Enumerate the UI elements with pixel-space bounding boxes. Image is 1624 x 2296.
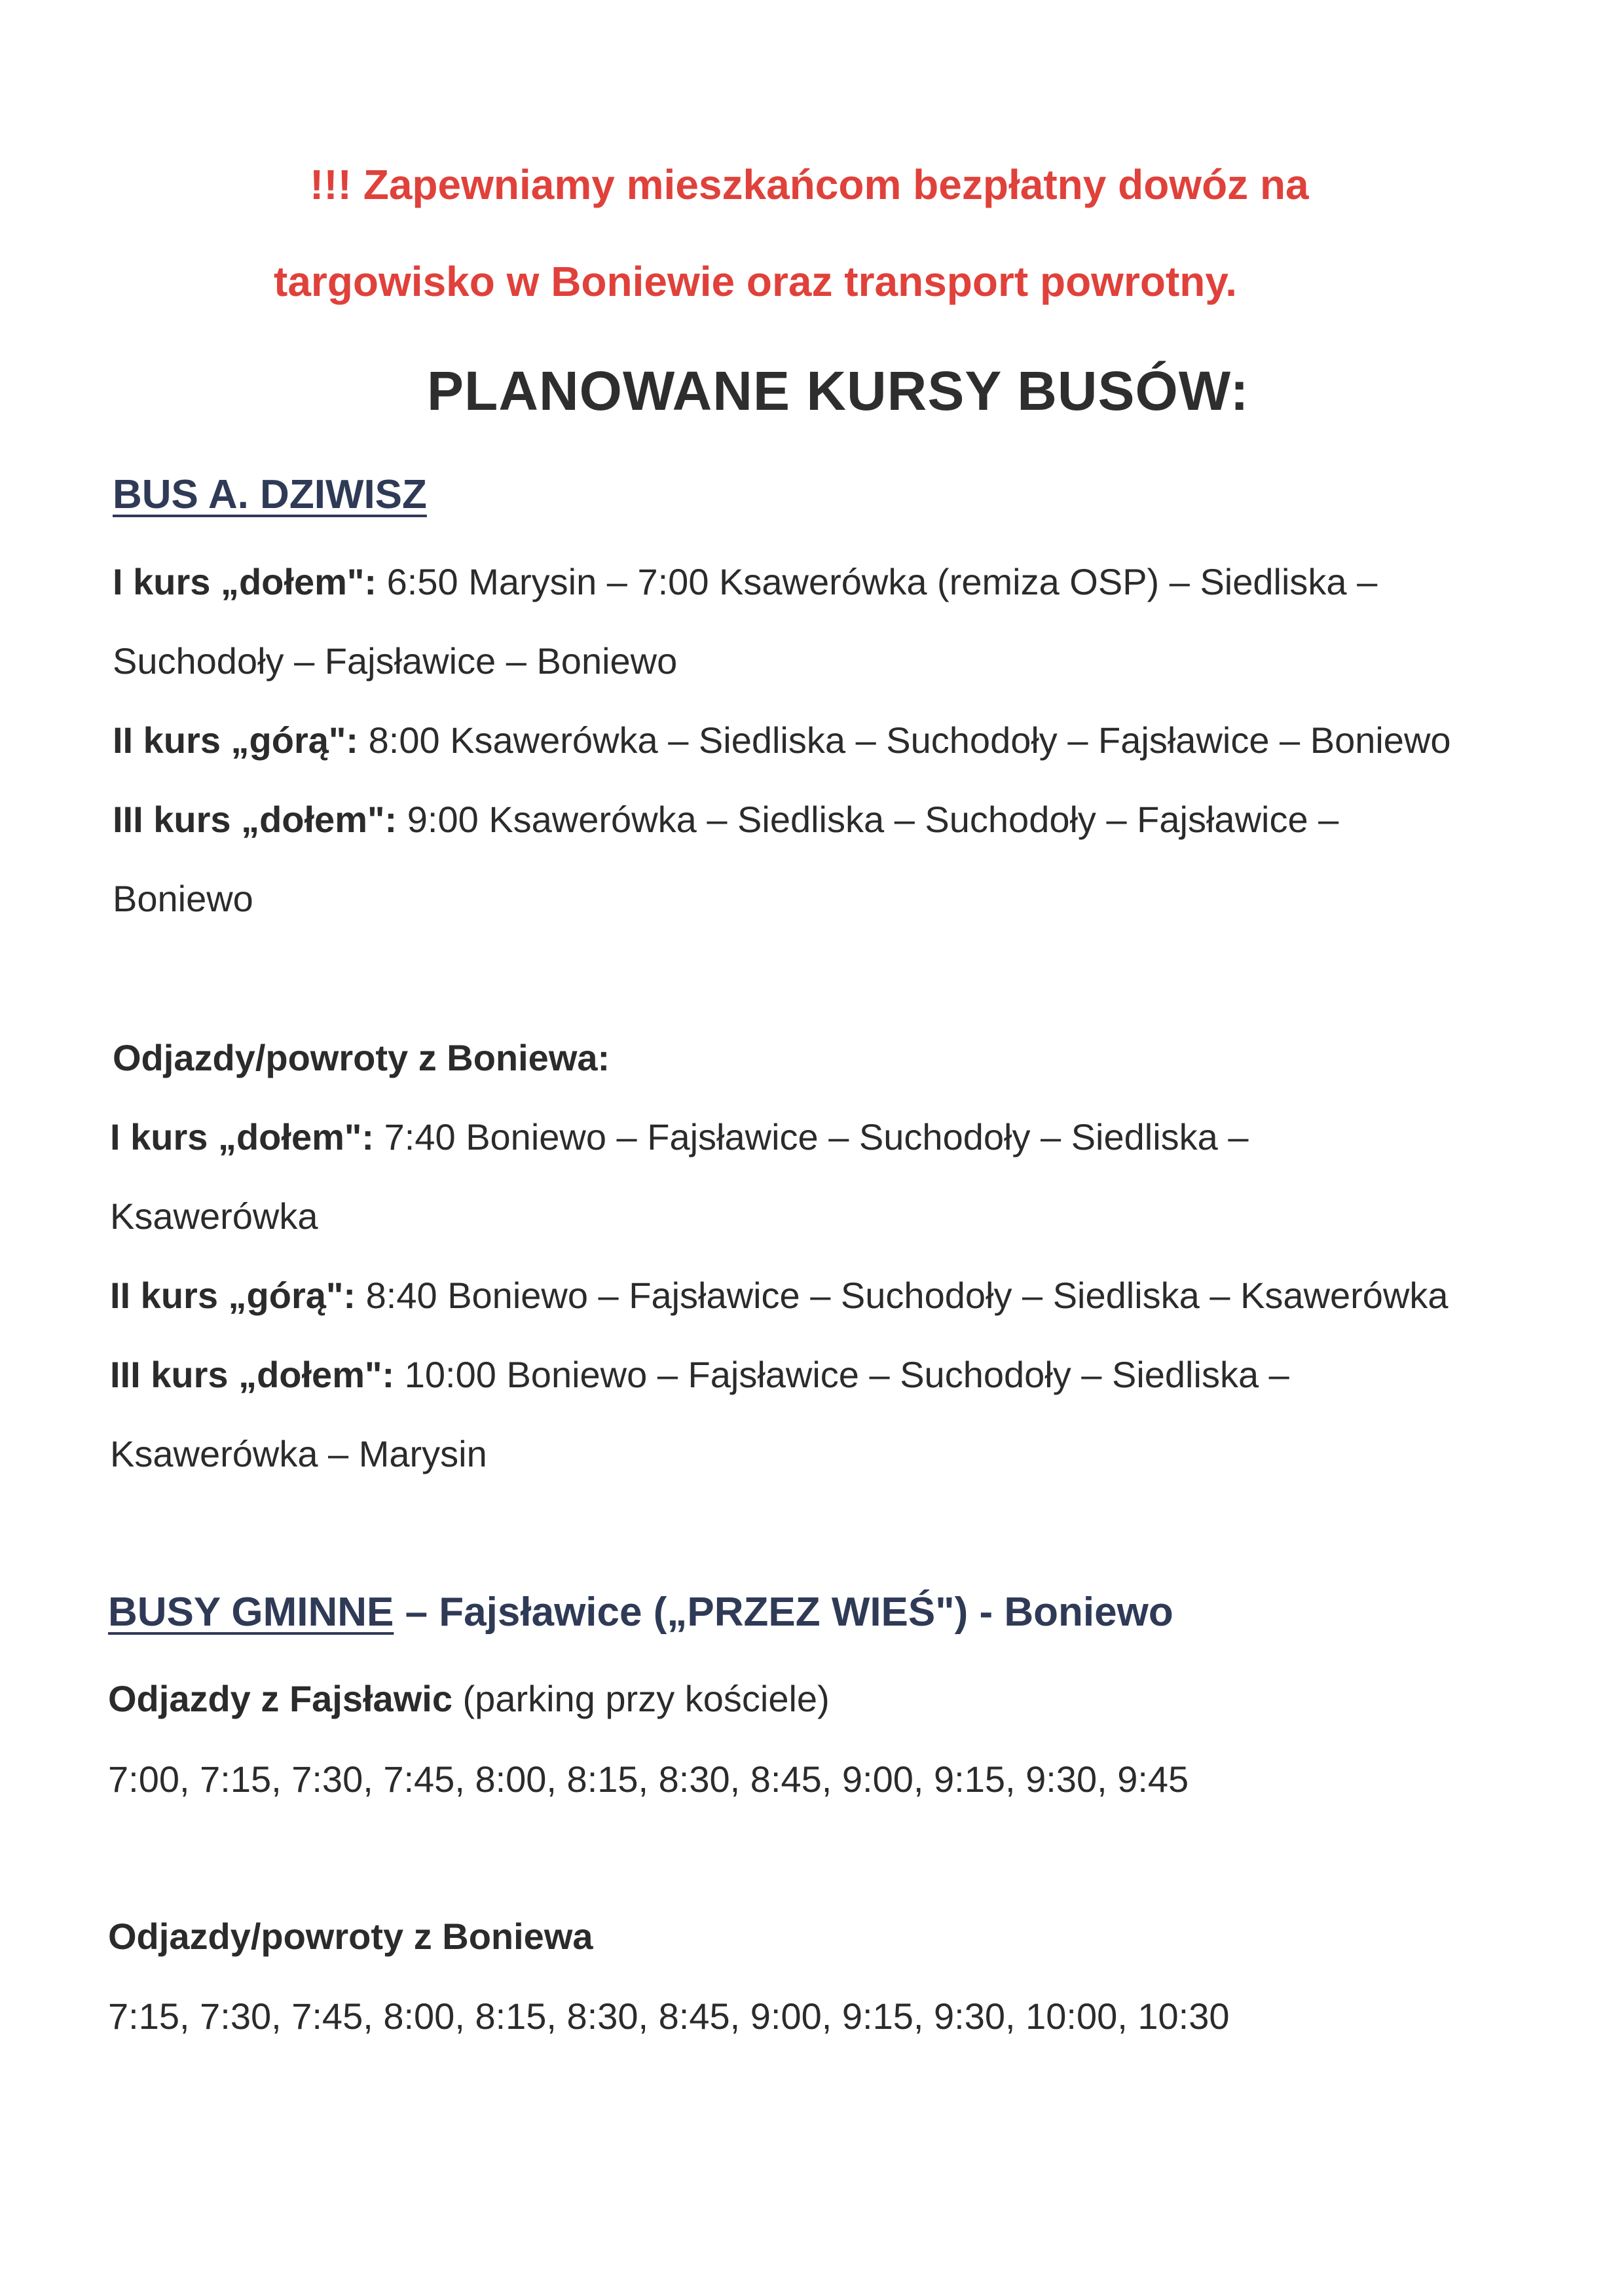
page-title: PLANOWANE KURSY BUSÓW: (427, 360, 1249, 422)
return-3-line-2: Ksawerówka – Marysin (110, 1433, 487, 1474)
return-3-route: 10:00 Boniewo – Fajsławice – Suchodoły – Siedliska – (394, 1354, 1289, 1395)
course-1-line-1 (113, 561, 1378, 602)
return-2-route: 8:40 Boniewo – Fajsławice – Suchodoły – Siedliska – Ksawerówka (356, 1275, 1449, 1316)
busy-gminne-route: – Fajsławice („PRZEZ WIEŚ") - Boniewo (394, 1590, 1173, 1635)
notice-line-1: !!! Zapewniamy mieszkańcom bezpłatny dowóz na (310, 161, 1309, 208)
departures-note: (parking przy kościele) (452, 1678, 830, 1719)
return-3-line-1 (110, 1354, 1289, 1395)
return-2-label: II kurs „górą": (110, 1275, 356, 1316)
return-3-label: III kurs „dołem": (110, 1354, 395, 1395)
course-2-label: II kurs „górą": (113, 720, 359, 761)
course-1-line-2: Suchodoły – Fajsławice – Boniewo (113, 640, 678, 682)
section-heading-bus-dziwisz: BUS A. DZIWISZ (113, 472, 427, 517)
course-1-label: I kurs „dołem": (113, 561, 377, 602)
course-1-route: 6:50 Marysin – 7:00 Ksawerówka (remiza OSP) – Siedliska – (377, 561, 1378, 602)
departures-line (108, 1678, 830, 1719)
return-2-line-1 (110, 1277, 1449, 1314)
course-2-line-1 (113, 722, 1451, 759)
gminne-returns-heading: Odjazdy/powroty z Boniewa (108, 1916, 593, 1957)
gminne-returns-times: 7:15, 7:30, 7:45, 8:00, 8:15, 8:30, 8:45, 9:00, 9:15, 9:30, 10:00, 10:30 (108, 1995, 1230, 2037)
course-3-route: 9:00 Ksawerówka – Siedliska – Suchodoły – Fajsławice – (397, 799, 1339, 840)
return-1-line-2: Ksawerówka (110, 1195, 318, 1237)
notice-line-2: targowisko w Boniewie oraz transport powrotny. (274, 258, 1237, 305)
return-1-route: 7:40 Boniewo – Fajsławice – Suchodoły – Siedliska – (374, 1116, 1249, 1157)
departures-times: 7:00, 7:15, 7:30, 7:45, 8:00, 8:15, 8:30, 8:45, 9:00, 9:15, 9:30, 9:45 (108, 1758, 1189, 1800)
returns-heading: Odjazdy/powroty z Boniewa: (113, 1037, 610, 1078)
course-3-line-1 (113, 801, 1338, 838)
departures-label: Odjazdy z Fajsławic (108, 1678, 452, 1719)
course-2-route: 8:00 Ksawerówka – Siedliska – Suchodoły – Fajsławice – Boniewo (358, 720, 1451, 761)
busy-gminne-title: BUSY GMINNE (108, 1590, 394, 1635)
section-heading-busy-gminne (108, 1592, 1173, 1633)
return-1-line-1 (110, 1116, 1249, 1157)
return-1-label: I kurs „dołem": (110, 1116, 375, 1157)
course-3-label: III kurs „dołem": (113, 799, 397, 840)
course-3-line-2: Boniewo (113, 878, 253, 919)
